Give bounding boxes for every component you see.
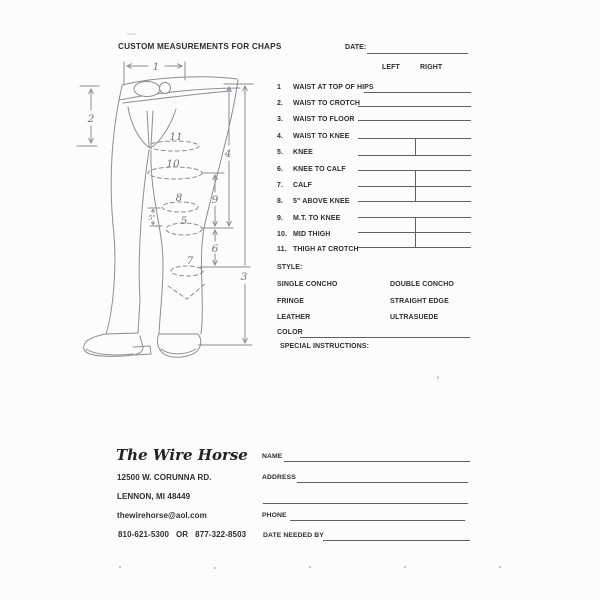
measurement-label: MID THIGH [293, 231, 331, 238]
measurement-line-2 [358, 106, 471, 107]
callout-five-inch: 5" [148, 214, 156, 222]
phone-line [290, 520, 465, 521]
vendor-address-line2: LENNON, MI 48449 [117, 492, 191, 501]
callout-3: 3 [240, 271, 248, 283]
measurement-row [277, 215, 340, 222]
column-divider-group2 [415, 170, 416, 201]
measurement-num: 1 [277, 84, 281, 91]
measurement-label: WAIST AT TOP OF HIPS [293, 84, 374, 91]
vendor-name: The Wire Horse [116, 446, 248, 464]
date-needed-label: DATE NEEDED BY [263, 532, 324, 539]
style-option-fringe: FRINGE [277, 298, 305, 305]
scan-speck [404, 566, 406, 568]
measurement-label: 5" ABOVE KNEE [293, 198, 350, 205]
measurement-row [277, 246, 359, 253]
column-header-right: RIGHT [420, 64, 443, 71]
measurement-label: WAIST TO FLOOR [293, 116, 355, 123]
belt-keeper [160, 83, 171, 94]
date-line [367, 53, 468, 54]
zipper-seam [147, 111, 153, 146]
measurement-num: 9. [277, 215, 284, 222]
callout-9: 9 [211, 194, 219, 206]
right-leg-outer [201, 80, 238, 334]
address-line-2 [263, 503, 468, 504]
phone-label: PHONE [262, 512, 287, 519]
date-label: DATE: [345, 44, 367, 51]
measurement-line-11 [358, 247, 471, 248]
measurement-num: 8. [277, 198, 284, 205]
measurement-num: 7. [277, 182, 284, 189]
measurement-num: 11. [277, 246, 287, 253]
measurement-label: WAIST TO CROTCH [293, 100, 361, 107]
date-needed-line [323, 540, 470, 541]
measurement-row [277, 100, 360, 107]
callout-4: 4 [224, 148, 232, 160]
scan-speck [309, 566, 311, 568]
belt-buckle [134, 82, 160, 97]
measurement-label: CALF [293, 182, 313, 189]
measurement-num: 4. [277, 133, 284, 140]
scan-speck [499, 566, 501, 568]
style-option-double-concho: DOUBLE CONCHO [390, 281, 454, 288]
measurement-line-3 [358, 120, 471, 121]
measurement-num: 10. [277, 231, 288, 238]
measurement-num: 3. [277, 116, 284, 123]
measurement-label: WAIST TO KNEE [293, 133, 350, 140]
ellipse-calf [171, 266, 203, 276]
style-option-ultrasuede: ULTRASUEDE [390, 314, 439, 321]
measurement-row [277, 182, 312, 189]
scan-speck [437, 376, 439, 379]
five-inch-up [152, 210, 155, 214]
address-label: ADDRESS [262, 474, 296, 481]
callout-2: 2 [87, 113, 95, 125]
callout-11: 11 [169, 131, 183, 143]
measurement-num: 2. [277, 100, 284, 107]
measurement-num: 6. [277, 166, 284, 173]
measurement-label: KNEE [293, 149, 313, 156]
measurement-line-8 [358, 201, 471, 202]
left-leg-inner [138, 150, 149, 333]
callout-1: 1 [152, 61, 160, 73]
scan-speck [119, 566, 121, 568]
measurement-line-1 [364, 92, 471, 93]
column-divider-group3 [415, 217, 416, 247]
measurement-num: 5. [277, 149, 284, 156]
color-label: COLOR [277, 329, 303, 336]
measurement-row [277, 149, 313, 156]
scan-speck [214, 567, 216, 569]
vendor-email: thewirehorse@aol.com [117, 511, 207, 520]
left-leg-outer [106, 86, 122, 334]
measurement-label: M.T. TO KNEE [293, 215, 341, 222]
column-header-left: LEFT [382, 64, 400, 71]
callout-8: 8 [175, 192, 183, 204]
measurement-row [277, 116, 355, 123]
vendor-address-line1: 12500 W. CORUNNA RD. [117, 473, 212, 482]
callout-10: 10 [166, 158, 180, 170]
callout-5: 5 [180, 215, 188, 227]
measurement-label: KNEE TO CALF [293, 166, 346, 173]
style-heading: STYLE: [277, 264, 303, 271]
leg-dart [168, 284, 205, 299]
callout-6: 6 [211, 243, 219, 255]
measurement-row [277, 166, 346, 173]
measurement-row [277, 84, 374, 91]
color-line [300, 337, 470, 338]
measurement-row [277, 231, 330, 238]
address-line [297, 482, 468, 483]
left-boot [84, 333, 143, 356]
style-option-leather: LEATHER [277, 314, 311, 321]
measurement-row [277, 198, 349, 205]
special-instructions-label: SPECIAL INSTRUCTIONS: [280, 343, 370, 350]
measurement-line-5 [358, 155, 471, 156]
scan-speck [127, 33, 136, 35]
name-line [284, 461, 470, 462]
column-divider-group1 [415, 138, 416, 155]
vendor-phone-line: 810-621-5300 OR 877-322-8503 [118, 530, 247, 539]
style-option-straight-edge: STRAIGHT EDGE [390, 298, 449, 305]
style-option-single-concho: SINGLE CONCHO [277, 281, 338, 288]
measurement-label: THIGH AT CROTCH [293, 246, 359, 253]
name-label: NAME [262, 453, 283, 460]
measurement-row [277, 133, 349, 140]
page-title: CUSTOM MEASUREMENTS FOR CHAPS [118, 42, 282, 51]
callout-7: 7 [186, 255, 194, 267]
